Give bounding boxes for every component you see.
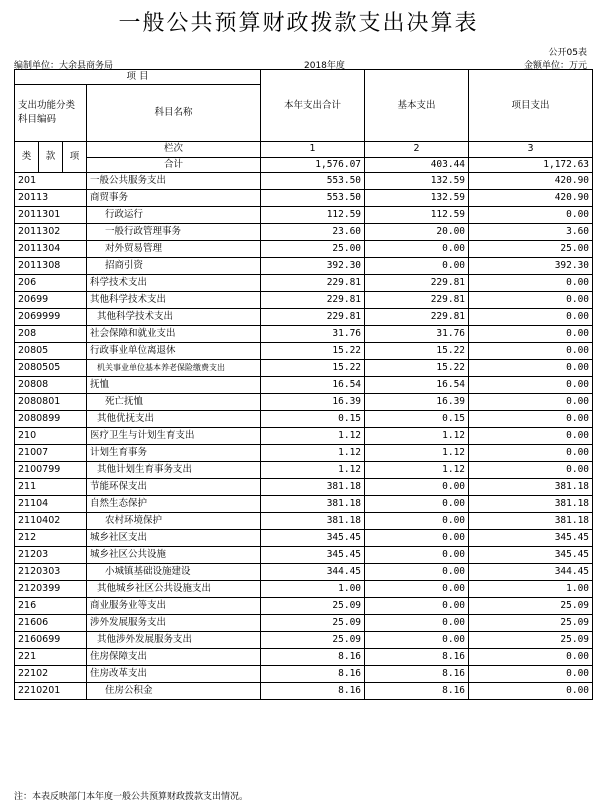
total-amount: 1,576.07 [261,157,365,173]
row-name: 自然生态保护 [87,496,261,513]
row-code: 22102 [15,666,87,683]
table-row [15,275,593,292]
row-code: 2080801 [15,394,87,411]
table-row [15,649,593,666]
table-row [15,258,593,275]
row-basic: 229.81 [365,275,469,292]
header-col-basic: 基本支出 [365,70,469,142]
row-project: 0.00 [469,666,593,683]
header-item: 项 目 [15,70,261,85]
row-project: 25.09 [469,598,593,615]
table-row [15,326,593,343]
table-row [15,666,593,683]
row-total: 16.39 [261,394,365,411]
form-number: 公开05表 [548,48,587,58]
table-row [15,615,593,632]
row-basic: 1.12 [365,428,469,445]
row-code: 2120399 [15,581,87,598]
row-code: 21007 [15,445,87,462]
row-name: 死亡抚恤 [87,394,261,411]
table-row [15,207,593,224]
row-basic: 8.16 [365,683,469,700]
table-row [15,598,593,615]
row-code: 216 [15,598,87,615]
row-total: 112.59 [261,207,365,224]
row-project: 0.00 [469,309,593,326]
row-project: 392.30 [469,258,593,275]
row-total: 229.81 [261,292,365,309]
table-row [15,496,593,513]
amount-unit-label: 金额单位：万元 [523,61,587,71]
row-name: 其他城乡社区公共设施支出 [87,581,261,598]
header-n3: 3 [469,142,593,158]
row-total: 392.30 [261,258,365,275]
header-n2: 2 [365,142,469,158]
row-name: 其他优抚支出 [87,411,261,428]
row-code: 20808 [15,377,87,394]
row-total: 381.18 [261,479,365,496]
row-project: 0.00 [469,292,593,309]
row-code: 211 [15,479,87,496]
table-row [15,411,593,428]
row-basic: 229.81 [365,309,469,326]
row-basic: 0.00 [365,513,469,530]
row-code: 2110402 [15,513,87,530]
table-row [15,394,593,411]
row-basic: 0.00 [365,581,469,598]
row-total: 15.22 [261,343,365,360]
row-name: 住房保障支出 [87,649,261,666]
row-name: 住房公积金 [87,683,261,700]
row-total: 31.76 [261,326,365,343]
footnote: 注：本表反映部门本年度一般公共预算财政拨款支出情况。 [14,792,249,802]
row-project: 0.00 [469,411,593,428]
row-basic: 8.16 [365,666,469,683]
row-project: 0.00 [469,360,593,377]
row-total: 1.00 [261,581,365,598]
row-code: 2069999 [15,309,87,326]
header-col-project: 项目支出 [469,70,593,142]
row-name: 涉外发展服务支出 [87,615,261,632]
page-title: 一般公共预算财政拨款支出决算表 [118,11,479,36]
row-project: 0.00 [469,394,593,411]
header-xiang: 项 [63,142,87,173]
header-name-label: 科目名称 [87,85,261,142]
organization-label: 编制单位：大余县商务局 [14,61,114,71]
table-row [15,513,593,530]
row-basic: 0.00 [365,496,469,513]
row-project: 0.00 [469,275,593,292]
row-total: 25.09 [261,598,365,615]
row-total: 345.45 [261,530,365,547]
table-row [15,360,593,377]
row-name: 社会保障和就业支出 [87,326,261,343]
row-code: 206 [15,275,87,292]
row-basic: 31.76 [365,326,469,343]
row-code: 21104 [15,496,87,513]
row-total: 381.18 [261,496,365,513]
table-row [15,428,593,445]
table-row [15,683,593,700]
row-basic: 15.22 [365,343,469,360]
table-row [15,479,593,496]
row-basic: 0.00 [365,598,469,615]
header-code-label: 支出功能分类科目编码 [15,85,87,142]
row-basic: 0.00 [365,479,469,496]
row-total: 23.60 [261,224,365,241]
header-row-lanci [15,142,593,158]
row-project: 3.60 [469,224,593,241]
row-basic: 1.12 [365,462,469,479]
row-name: 一般公共服务支出 [87,173,261,190]
row-code: 2011304 [15,241,87,258]
row-project: 345.45 [469,547,593,564]
row-total: 1.12 [261,428,365,445]
row-project: 0.00 [469,649,593,666]
row-total: 229.81 [261,275,365,292]
header-col-total: 本年支出合计 [261,70,365,142]
row-basic: 0.15 [365,411,469,428]
total-project: 1,172.63 [469,157,593,173]
row-project: 381.18 [469,496,593,513]
row-basic: 15.22 [365,360,469,377]
row-code: 20113 [15,190,87,207]
expenditure-table [14,69,593,700]
table-row [15,309,593,326]
row-project: 0.00 [469,207,593,224]
row-basic: 8.16 [365,649,469,666]
row-code: 208 [15,326,87,343]
row-project: 345.45 [469,530,593,547]
table-row [15,632,593,649]
row-basic: 0.00 [365,547,469,564]
row-project: 420.90 [469,173,593,190]
row-basic: 0.00 [365,258,469,275]
table-row [15,530,593,547]
row-name: 其他科学技术支出 [87,292,261,309]
row-total: 8.16 [261,649,365,666]
row-basic: 132.59 [365,173,469,190]
row-name: 计划生育事务 [87,445,261,462]
table-row [15,564,593,581]
row-total: 16.54 [261,377,365,394]
row-name: 节能环保支出 [87,479,261,496]
row-project: 25.00 [469,241,593,258]
row-code: 2080899 [15,411,87,428]
row-total: 1.12 [261,462,365,479]
row-code: 2011301 [15,207,87,224]
row-project: 0.00 [469,377,593,394]
row-code: 21203 [15,547,87,564]
row-code: 210 [15,428,87,445]
row-basic: 20.00 [365,224,469,241]
row-total: 229.81 [261,309,365,326]
row-name: 招商引资 [87,258,261,275]
row-name: 其他科学技术支出 [87,309,261,326]
row-name: 抚恤 [87,377,261,394]
row-code: 2011308 [15,258,87,275]
table-row [15,241,593,258]
row-total: 344.45 [261,564,365,581]
row-basic: 229.81 [365,292,469,309]
row-code: 2080505 [15,360,87,377]
row-basic: 132.59 [365,190,469,207]
row-code: 221 [15,649,87,666]
row-basic: 16.54 [365,377,469,394]
row-project: 0.00 [469,326,593,343]
row-name: 城乡社区支出 [87,530,261,547]
row-code: 21606 [15,615,87,632]
row-total: 381.18 [261,513,365,530]
header-lei: 类 [15,142,39,173]
row-project: 0.00 [469,445,593,462]
row-project: 1.00 [469,581,593,598]
row-name: 其他涉外发展服务支出 [87,632,261,649]
row-project: 25.09 [469,632,593,649]
row-project: 0.00 [469,343,593,360]
row-name: 住房改革支出 [87,666,261,683]
header-row-item [15,70,593,85]
row-total: 25.09 [261,632,365,649]
row-project: 420.90 [469,190,593,207]
row-name: 对外贸易管理 [87,241,261,258]
row-basic: 16.39 [365,394,469,411]
row-name: 机关事业单位基本养老保险缴费支出 [87,360,261,377]
table-row [15,445,593,462]
row-basic: 1.12 [365,445,469,462]
row-name: 其他计划生育事务支出 [87,462,261,479]
row-name: 城乡社区公共设施 [87,547,261,564]
row-total: 8.16 [261,666,365,683]
row-name: 农村环境保护 [87,513,261,530]
table-row [15,547,593,564]
header-lanci: 栏次 [87,142,261,158]
row-code: 20699 [15,292,87,309]
row-code: 201 [15,173,87,190]
row-name: 小城镇基础设施建设 [87,564,261,581]
table-row [15,190,593,207]
header-n1: 1 [261,142,365,158]
table-row [15,224,593,241]
total-row [15,157,593,173]
total-basic: 403.44 [365,157,469,173]
row-total: 345.45 [261,547,365,564]
row-code: 2210201 [15,683,87,700]
row-project: 0.00 [469,462,593,479]
row-name: 一般行政管理事务 [87,224,261,241]
row-total: 1.12 [261,445,365,462]
row-basic: 112.59 [365,207,469,224]
row-code: 20805 [15,343,87,360]
row-project: 0.00 [469,428,593,445]
row-total: 25.09 [261,615,365,632]
table-row [15,173,593,190]
row-name: 商业服务业等支出 [87,598,261,615]
row-name: 商贸事务 [87,190,261,207]
row-name: 行政事业单位离退休 [87,343,261,360]
row-project: 0.00 [469,683,593,700]
row-basic: 0.00 [365,615,469,632]
fiscal-year-label: 2018年度 [304,61,345,71]
row-code: 2100799 [15,462,87,479]
row-total: 8.16 [261,683,365,700]
row-name: 医疗卫生与计划生育支出 [87,428,261,445]
row-basic: 0.00 [365,530,469,547]
row-code: 212 [15,530,87,547]
table-row [15,462,593,479]
table-row [15,343,593,360]
row-code: 2120303 [15,564,87,581]
header-kuan: 款 [39,142,63,173]
total-label: 合计 [87,157,261,173]
row-code: 2160699 [15,632,87,649]
row-basic: 0.00 [365,564,469,581]
row-name: 科学技术支出 [87,275,261,292]
row-project: 25.09 [469,615,593,632]
row-basic: 0.00 [365,632,469,649]
row-project: 381.18 [469,513,593,530]
row-basic: 0.00 [365,241,469,258]
row-project: 344.45 [469,564,593,581]
row-project: 381.18 [469,479,593,496]
table-row [15,581,593,598]
row-total: 15.22 [261,360,365,377]
table-row [15,377,593,394]
row-total: 0.15 [261,411,365,428]
row-name: 行政运行 [87,207,261,224]
row-total: 553.50 [261,190,365,207]
row-code: 2011302 [15,224,87,241]
row-total: 553.50 [261,173,365,190]
table-row [15,292,593,309]
row-total: 25.00 [261,241,365,258]
